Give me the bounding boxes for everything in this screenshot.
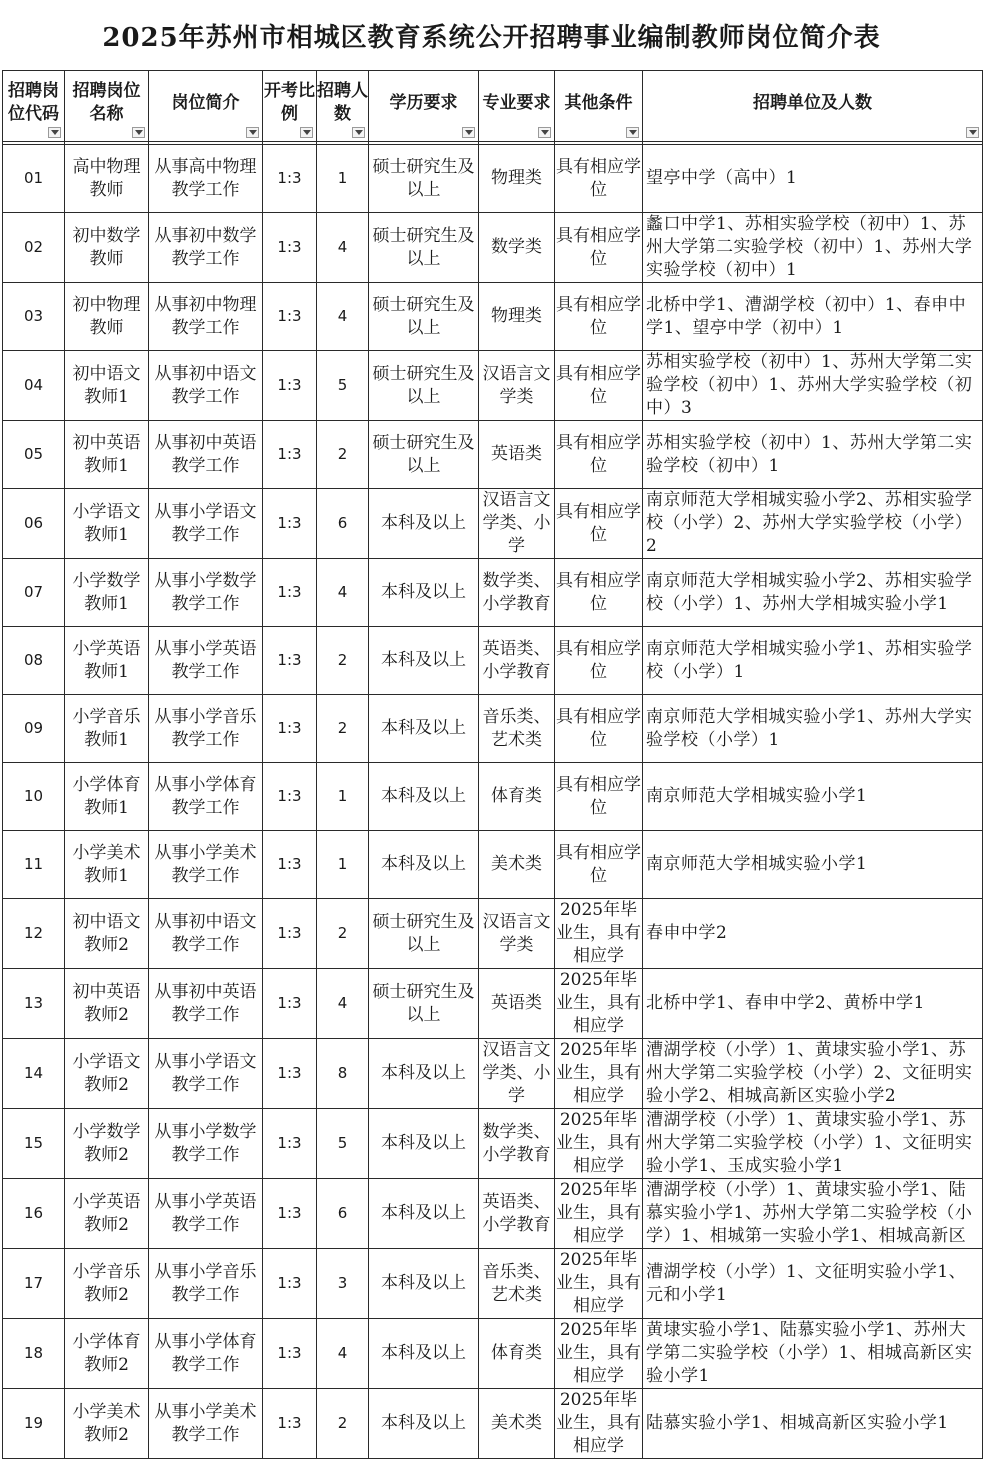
position-name-cell: 小学英语教师2 bbox=[65, 1179, 149, 1249]
position-code-cell: 04 bbox=[3, 351, 65, 421]
header-count: 招聘人数 bbox=[317, 71, 369, 142]
position-intro-cell: 从事小学音乐教学工作 bbox=[149, 695, 263, 763]
header-name: 招聘岗位名称 bbox=[65, 71, 149, 142]
position-code-cell: 16 bbox=[3, 1179, 65, 1249]
position-intro-cell: 从事小学数学教学工作 bbox=[149, 559, 263, 627]
units-cell: 南京师范大学相城实验小学1、苏州大学实验学校（小学）1 bbox=[643, 695, 983, 763]
position-code-cell: 05 bbox=[3, 421, 65, 489]
position-code-cell: 19 bbox=[3, 1389, 65, 1459]
exam-ratio-cell: 1:3 bbox=[263, 351, 317, 421]
header-other: 其他条件 bbox=[555, 71, 643, 142]
filter-dropdown-icon[interactable] bbox=[462, 127, 475, 138]
position-code-cell: 03 bbox=[3, 283, 65, 351]
exam-ratio-cell: 1:3 bbox=[263, 831, 317, 899]
exam-ratio-cell: 1:3 bbox=[263, 627, 317, 695]
other-conditions-cell: 2025年毕业生，具有相应学 bbox=[555, 1109, 643, 1179]
position-name-cell: 初中物理教师 bbox=[65, 283, 149, 351]
header-intro: 岗位简介 bbox=[149, 71, 263, 142]
education-cell: 本科及以上 bbox=[369, 1389, 479, 1459]
other-conditions-cell: 具有相应学位 bbox=[555, 283, 643, 351]
position-intro-cell: 从事初中英语教学工作 bbox=[149, 969, 263, 1039]
units-cell: 漕湖学校（小学）1、黄埭实验小学1、苏州大学第二实验学校（小学）1、文征明实验小学1、玉成实验小学1 bbox=[643, 1109, 983, 1179]
exam-ratio-cell: 1:3 bbox=[263, 969, 317, 1039]
major-cell: 美术类 bbox=[479, 1389, 555, 1459]
position-intro-cell: 从事初中语文教学工作 bbox=[149, 351, 263, 421]
units-cell: 南京师范大学相城实验小学1 bbox=[643, 763, 983, 831]
position-name-cell: 初中英语教师2 bbox=[65, 969, 149, 1039]
units-cell: 春申中学2 bbox=[643, 899, 983, 969]
units-cell: 蠡口中学1、苏相实验学校（初中）1、苏州大学第二实验学校（初中）1、苏州大学实验学校（初中）1 bbox=[643, 213, 983, 283]
hire-count-cell: 1 bbox=[317, 145, 369, 213]
exam-ratio-cell: 1:3 bbox=[263, 421, 317, 489]
position-name-cell: 初中英语教师1 bbox=[65, 421, 149, 489]
position-intro-cell: 从事小学体育教学工作 bbox=[149, 1319, 263, 1389]
exam-ratio-cell: 1:3 bbox=[263, 283, 317, 351]
position-intro-cell: 从事小学英语教学工作 bbox=[149, 1179, 263, 1249]
header-ratio: 开考比例 bbox=[263, 71, 317, 142]
position-code-cell: 02 bbox=[3, 213, 65, 283]
hire-count-cell: 2 bbox=[317, 899, 369, 969]
education-cell: 硕士研究生及以上 bbox=[369, 351, 479, 421]
hire-count-cell: 4 bbox=[317, 559, 369, 627]
table-row bbox=[3, 1179, 983, 1249]
exam-ratio-cell: 1:3 bbox=[263, 695, 317, 763]
table-row bbox=[3, 213, 983, 283]
units-cell: 漕湖学校（小学）1、黄埭实验小学1、苏州大学第二实验学校（小学）2、文征明实验小学2、相城高新区实验小学2 bbox=[643, 1039, 983, 1109]
table-row bbox=[3, 421, 983, 489]
education-cell: 本科及以上 bbox=[369, 1249, 479, 1319]
position-intro-cell: 从事小学美术教学工作 bbox=[149, 1389, 263, 1459]
units-cell: 苏相实验学校（初中）1、苏州大学第二实验学校（初中）1、苏州大学实验学校（初中）3 bbox=[643, 351, 983, 421]
major-cell: 汉语言文学类、小学 bbox=[479, 1039, 555, 1109]
hire-count-cell: 4 bbox=[317, 1319, 369, 1389]
position-intro-cell: 从事初中物理教学工作 bbox=[149, 283, 263, 351]
education-cell: 本科及以上 bbox=[369, 763, 479, 831]
units-cell: 南京师范大学相城实验小学1、苏相实验学校（小学）1 bbox=[643, 627, 983, 695]
hire-count-cell: 5 bbox=[317, 351, 369, 421]
position-intro-cell: 从事初中数学教学工作 bbox=[149, 213, 263, 283]
units-cell: 北桥中学1、春申中学2、黄桥中学1 bbox=[643, 969, 983, 1039]
header-code: 招聘岗位代码 bbox=[3, 71, 65, 142]
units-cell: 黄埭实验小学1、陆慕实验小学1、苏州大学第二实验学校（小学）1、相城高新区实验小学1 bbox=[643, 1319, 983, 1389]
filter-dropdown-icon[interactable] bbox=[538, 127, 551, 138]
education-cell: 硕士研究生及以上 bbox=[369, 421, 479, 489]
positions-table bbox=[2, 70, 983, 1459]
hire-count-cell: 8 bbox=[317, 1039, 369, 1109]
position-code-cell: 07 bbox=[3, 559, 65, 627]
other-conditions-cell: 具有相应学位 bbox=[555, 421, 643, 489]
table-row bbox=[3, 969, 983, 1039]
header-row bbox=[3, 71, 983, 142]
position-code-cell: 12 bbox=[3, 899, 65, 969]
education-cell: 本科及以上 bbox=[369, 627, 479, 695]
filter-dropdown-icon[interactable] bbox=[626, 127, 639, 138]
header-education: 学历要求 bbox=[369, 71, 479, 142]
exam-ratio-cell: 1:3 bbox=[263, 1179, 317, 1249]
hire-count-cell: 2 bbox=[317, 627, 369, 695]
position-name-cell: 小学音乐教师1 bbox=[65, 695, 149, 763]
major-cell: 音乐类、艺术类 bbox=[479, 1249, 555, 1319]
units-cell: 南京师范大学相城实验小学2、苏相实验学校（小学）2、苏州大学实验学校（小学）2 bbox=[643, 489, 983, 559]
position-intro-cell: 从事初中英语教学工作 bbox=[149, 421, 263, 489]
other-conditions-cell: 2025年毕业生，具有相应学 bbox=[555, 1039, 643, 1109]
hire-count-cell: 2 bbox=[317, 695, 369, 763]
table-row bbox=[3, 283, 983, 351]
education-cell: 本科及以上 bbox=[369, 1039, 479, 1109]
position-name-cell: 小学美术教师1 bbox=[65, 831, 149, 899]
exam-ratio-cell: 1:3 bbox=[263, 213, 317, 283]
table-row bbox=[3, 1249, 983, 1319]
major-cell: 英语类、小学教育 bbox=[479, 627, 555, 695]
table-row bbox=[3, 627, 983, 695]
table-row bbox=[3, 695, 983, 763]
position-name-cell: 小学英语教师1 bbox=[65, 627, 149, 695]
exam-ratio-cell: 1:3 bbox=[263, 145, 317, 213]
major-cell: 物理类 bbox=[479, 145, 555, 213]
units-cell: 南京师范大学相城实验小学2、苏相实验学校（小学）1、苏州大学相城实验小学1 bbox=[643, 559, 983, 627]
major-cell: 数学类、小学教育 bbox=[479, 559, 555, 627]
other-conditions-cell: 2025年毕业生，具有相应学 bbox=[555, 1319, 643, 1389]
position-name-cell: 初中数学教师 bbox=[65, 213, 149, 283]
major-cell: 数学类、小学教育 bbox=[479, 1109, 555, 1179]
table-row bbox=[3, 489, 983, 559]
other-conditions-cell: 具有相应学位 bbox=[555, 213, 643, 283]
position-name-cell: 小学语文教师1 bbox=[65, 489, 149, 559]
other-conditions-cell: 2025年毕业生，具有相应学 bbox=[555, 899, 643, 969]
other-conditions-cell: 具有相应学位 bbox=[555, 145, 643, 213]
education-cell: 硕士研究生及以上 bbox=[369, 899, 479, 969]
major-cell: 英语类 bbox=[479, 969, 555, 1039]
units-cell: 苏相实验学校（初中）1、苏州大学第二实验学校（初中）1 bbox=[643, 421, 983, 489]
position-code-cell: 14 bbox=[3, 1039, 65, 1109]
position-code-cell: 15 bbox=[3, 1109, 65, 1179]
position-code-cell: 13 bbox=[3, 969, 65, 1039]
hire-count-cell: 1 bbox=[317, 831, 369, 899]
hire-count-cell: 1 bbox=[317, 763, 369, 831]
major-cell: 体育类 bbox=[479, 763, 555, 831]
position-code-cell: 17 bbox=[3, 1249, 65, 1319]
table-row bbox=[3, 899, 983, 969]
major-cell: 数学类 bbox=[479, 213, 555, 283]
major-cell: 汉语言文学类 bbox=[479, 351, 555, 421]
hire-count-cell: 6 bbox=[317, 489, 369, 559]
hire-count-cell: 6 bbox=[317, 1179, 369, 1249]
exam-ratio-cell: 1:3 bbox=[263, 899, 317, 969]
education-cell: 本科及以上 bbox=[369, 1179, 479, 1249]
position-code-cell: 01 bbox=[3, 145, 65, 213]
exam-ratio-cell: 1:3 bbox=[263, 1109, 317, 1179]
education-cell: 硕士研究生及以上 bbox=[369, 969, 479, 1039]
units-cell: 漕湖学校（小学）1、文征明实验小学1、元和小学1 bbox=[643, 1249, 983, 1319]
filter-dropdown-icon[interactable] bbox=[48, 127, 61, 138]
other-conditions-cell: 具有相应学位 bbox=[555, 627, 643, 695]
exam-ratio-cell: 1:3 bbox=[263, 1389, 317, 1459]
education-cell: 本科及以上 bbox=[369, 695, 479, 763]
major-cell: 体育类 bbox=[479, 1319, 555, 1389]
position-intro-cell: 从事小学语文教学工作 bbox=[149, 1039, 263, 1109]
position-code-cell: 11 bbox=[3, 831, 65, 899]
table-row bbox=[3, 763, 983, 831]
position-name-cell: 初中语文教师1 bbox=[65, 351, 149, 421]
table-row bbox=[3, 1039, 983, 1109]
major-cell: 音乐类、艺术类 bbox=[479, 695, 555, 763]
other-conditions-cell: 具有相应学位 bbox=[555, 695, 643, 763]
position-intro-cell: 从事小学体育教学工作 bbox=[149, 763, 263, 831]
education-cell: 本科及以上 bbox=[369, 1109, 479, 1179]
hire-count-cell: 5 bbox=[317, 1109, 369, 1179]
education-cell: 本科及以上 bbox=[369, 489, 479, 559]
exam-ratio-cell: 1:3 bbox=[263, 763, 317, 831]
other-conditions-cell: 具有相应学位 bbox=[555, 831, 643, 899]
position-name-cell: 高中物理教师 bbox=[65, 145, 149, 213]
other-conditions-cell: 2025年毕业生，具有相应学 bbox=[555, 969, 643, 1039]
position-name-cell: 小学语文教师2 bbox=[65, 1039, 149, 1109]
table-row bbox=[3, 1319, 983, 1389]
table-row bbox=[3, 1389, 983, 1459]
other-conditions-cell: 具有相应学位 bbox=[555, 351, 643, 421]
units-cell: 陆慕实验小学1、相城高新区实验小学1 bbox=[643, 1389, 983, 1459]
table-row bbox=[3, 831, 983, 899]
header-major: 专业要求 bbox=[479, 71, 555, 142]
hire-count-cell: 2 bbox=[317, 1389, 369, 1459]
table-row bbox=[3, 559, 983, 627]
position-name-cell: 小学数学教师1 bbox=[65, 559, 149, 627]
education-cell: 硕士研究生及以上 bbox=[369, 213, 479, 283]
position-intro-cell: 从事小学数学教学工作 bbox=[149, 1109, 263, 1179]
position-code-cell: 10 bbox=[3, 763, 65, 831]
exam-ratio-cell: 1:3 bbox=[263, 1319, 317, 1389]
major-cell: 汉语言文学类 bbox=[479, 899, 555, 969]
units-cell: 南京师范大学相城实验小学1 bbox=[643, 831, 983, 899]
filter-dropdown-icon[interactable] bbox=[246, 127, 259, 138]
position-code-cell: 09 bbox=[3, 695, 65, 763]
education-cell: 本科及以上 bbox=[369, 1319, 479, 1389]
units-cell: 漕湖学校（小学）1、黄埭实验小学1、陆慕实验小学1、苏州大学第二实验学校（小学）1、相城第一实验小学1、相城高新区 bbox=[643, 1179, 983, 1249]
other-conditions-cell: 2025年毕业生，具有相应学 bbox=[555, 1249, 643, 1319]
hire-count-cell: 2 bbox=[317, 421, 369, 489]
filter-dropdown-icon[interactable] bbox=[132, 127, 145, 138]
hire-count-cell: 3 bbox=[317, 1249, 369, 1319]
other-conditions-cell: 2025年毕业生，具有相应学 bbox=[555, 1389, 643, 1459]
units-cell: 北桥中学1、漕湖学校（初中）1、春申中学1、望亭中学（初中）1 bbox=[643, 283, 983, 351]
position-name-cell: 小学音乐教师2 bbox=[65, 1249, 149, 1319]
header-unit: 招聘单位及人数 bbox=[643, 71, 983, 142]
position-name-cell: 小学体育教师1 bbox=[65, 763, 149, 831]
filter-dropdown-icon[interactable] bbox=[966, 127, 979, 138]
position-intro-cell: 从事小学音乐教学工作 bbox=[149, 1249, 263, 1319]
position-code-cell: 08 bbox=[3, 627, 65, 695]
units-cell: 望亭中学（高中）1 bbox=[643, 145, 983, 213]
major-cell: 英语类 bbox=[479, 421, 555, 489]
other-conditions-cell: 2025年毕业生，具有相应学 bbox=[555, 1179, 643, 1249]
hire-count-cell: 4 bbox=[317, 283, 369, 351]
position-code-cell: 06 bbox=[3, 489, 65, 559]
filter-dropdown-icon[interactable] bbox=[352, 127, 365, 138]
major-cell: 英语类、小学教育 bbox=[479, 1179, 555, 1249]
table-row bbox=[3, 351, 983, 421]
education-cell: 硕士研究生及以上 bbox=[369, 283, 479, 351]
other-conditions-cell: 具有相应学位 bbox=[555, 559, 643, 627]
education-cell: 本科及以上 bbox=[369, 831, 479, 899]
position-intro-cell: 从事小学英语教学工作 bbox=[149, 627, 263, 695]
table-row bbox=[3, 1109, 983, 1179]
position-intro-cell: 从事初中语文教学工作 bbox=[149, 899, 263, 969]
filter-dropdown-icon[interactable] bbox=[300, 127, 313, 138]
other-conditions-cell: 具有相应学位 bbox=[555, 763, 643, 831]
hire-count-cell: 4 bbox=[317, 969, 369, 1039]
position-code-cell: 18 bbox=[3, 1319, 65, 1389]
major-cell: 汉语言文学类、小学 bbox=[479, 489, 555, 559]
exam-ratio-cell: 1:3 bbox=[263, 489, 317, 559]
position-intro-cell: 从事小学美术教学工作 bbox=[149, 831, 263, 899]
position-name-cell: 初中语文教师2 bbox=[65, 899, 149, 969]
education-cell: 本科及以上 bbox=[369, 559, 479, 627]
position-name-cell: 小学体育教师2 bbox=[65, 1319, 149, 1389]
major-cell: 美术类 bbox=[479, 831, 555, 899]
major-cell: 物理类 bbox=[479, 283, 555, 351]
exam-ratio-cell: 1:3 bbox=[263, 1249, 317, 1319]
position-intro-cell: 从事小学语文教学工作 bbox=[149, 489, 263, 559]
position-intro-cell: 从事高中物理教学工作 bbox=[149, 145, 263, 213]
page-title: 2025年苏州市相城区教育系统公开招聘事业编制教师岗位简介表 bbox=[102, 22, 881, 53]
hire-count-cell: 4 bbox=[317, 213, 369, 283]
other-conditions-cell: 具有相应学位 bbox=[555, 489, 643, 559]
exam-ratio-cell: 1:3 bbox=[263, 1039, 317, 1109]
table-row bbox=[3, 145, 983, 213]
education-cell: 硕士研究生及以上 bbox=[369, 145, 479, 213]
position-name-cell: 小学美术教师2 bbox=[65, 1389, 149, 1459]
exam-ratio-cell: 1:3 bbox=[263, 559, 317, 627]
position-name-cell: 小学数学教师2 bbox=[65, 1109, 149, 1179]
